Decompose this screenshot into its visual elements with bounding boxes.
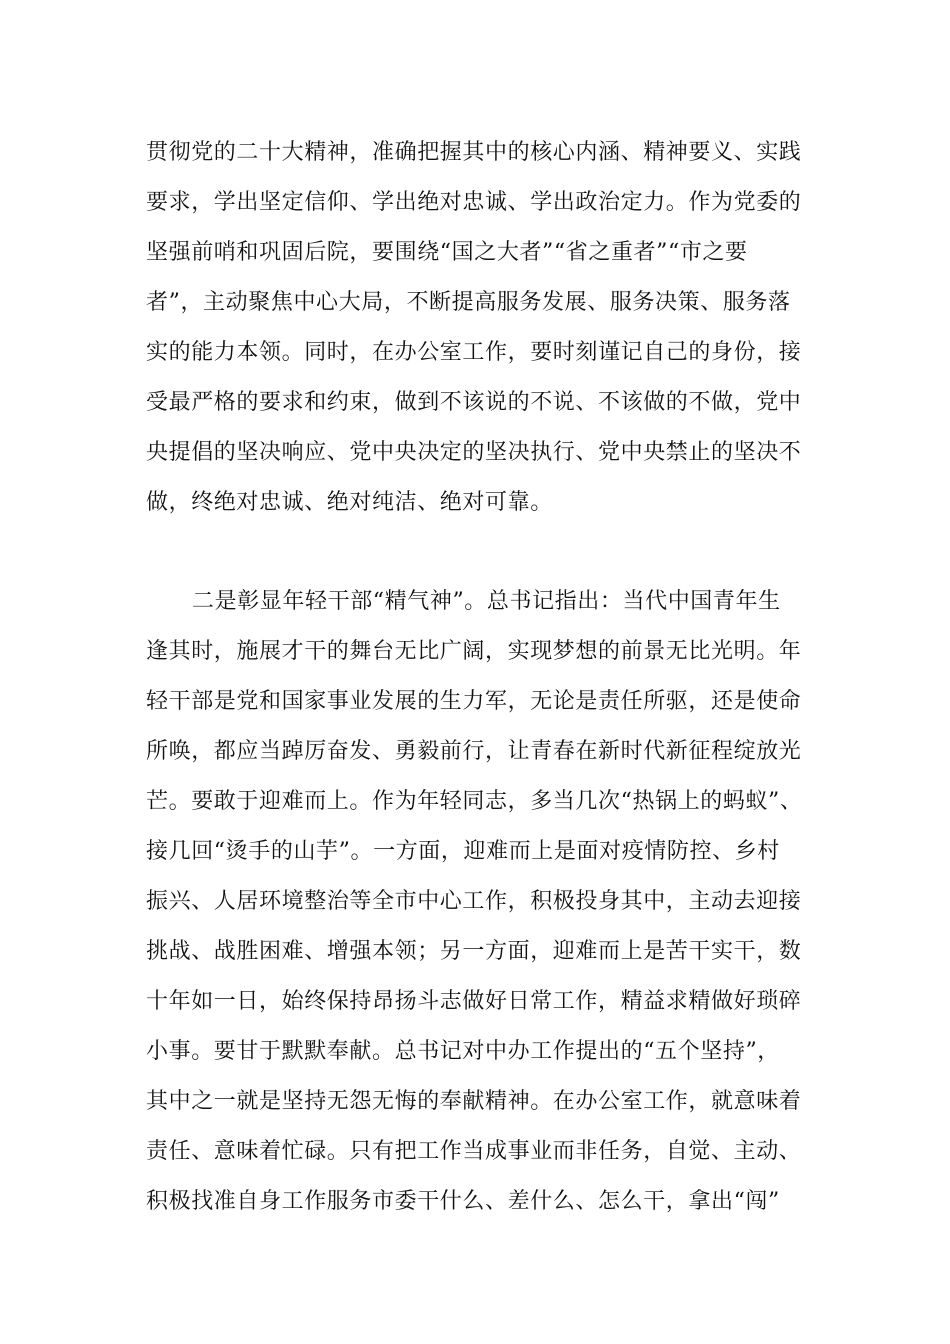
paragraph-line: 者”，主动聚焦中心大局，不断提高服务发展、服务决策、服务落 — [146, 290, 791, 315]
paragraph-line: 轻干部是党和国家事业发展的生力军，无论是责任所驱，还是使命 — [146, 689, 802, 714]
paragraph-line: 所唤，都应当踔厉奋发、勇毅前行，让青春在新时代新征程绽放光 — [146, 739, 802, 764]
paragraph-line: 要求，学出坚定信仰、学出绝对忠诚、学出政治定力。作为党委的 — [146, 190, 802, 215]
paragraph-line: 实的能力本领。同时，在办公室工作，要时刻谨记自己的身份，接 — [146, 340, 802, 365]
paragraph-line: 二是彰显年轻干部“精气神”。总书记指出：当代中国青年生 — [192, 589, 781, 614]
paragraph-line: 接几回“烫手的山芋”。一方面，迎难而上是面对疫情防控、乡村 — [146, 839, 780, 864]
paragraph-line: 小事。要甘于默默奉献。总书记对中办工作提出的“五个坚持”， — [146, 1039, 780, 1064]
paragraph-line: 受最严格的要求和约束，做到不该说的不说、不该做的不做，党中 — [146, 390, 802, 415]
paragraph-line: 坚强前哨和巩固后院，要围绕“国之大者”“省之重者”“市之要 — [146, 240, 748, 265]
paragraph-line: 其中之一就是坚持无怨无悔的奉献精神。在办公室工作，就意味着 — [146, 1089, 802, 1114]
paragraph-line: 央提倡的坚决响应、党中央决定的坚决执行、党中央禁止的坚决不 — [146, 440, 802, 465]
paragraph-line: 贯彻党的二十大精神，准确把握其中的核心内涵、精神要义、实践 — [146, 140, 802, 165]
paragraph-line: 振兴、人居环境整治等全市中心工作，积极投身其中，主动去迎接 — [146, 889, 802, 914]
paragraph-line: 挑战、战胜困难、增强本领；另一方面，迎难而上是苦干实干，数 — [146, 939, 802, 964]
paragraph-line: 逢其时，施展才干的舞台无比广阔，实现梦想的前景无比光明。年 — [146, 639, 802, 664]
paragraph-line: 积极找准自身工作服务市委干什么、差什么、怎么干，拿出“闯” — [146, 1189, 780, 1214]
paragraph-line: 做，终绝对忠诚、绝对纯洁、绝对可靠。 — [146, 490, 553, 515]
paragraph-line: 芒。要敢于迎难而上。作为年轻同志，多当几次“热锅上的蚂蚁”、 — [146, 789, 803, 814]
paragraph-line: 责任、意味着忙碌。只有把工作当成事业而非任务，自觉、主动、 — [146, 1139, 802, 1164]
paragraph-line: 十年如一日，始终保持昂扬斗志做好日常工作，精益求精做好琐碎 — [146, 989, 802, 1014]
